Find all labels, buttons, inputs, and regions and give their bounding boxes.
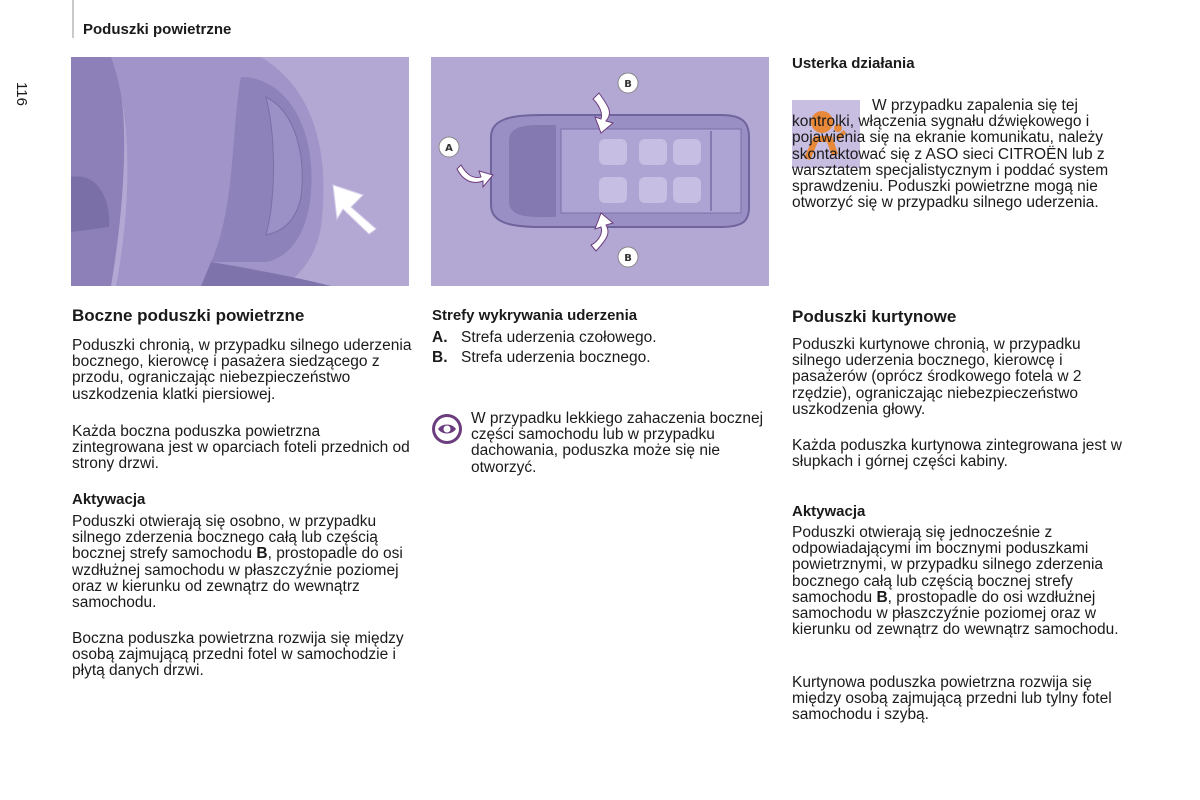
seat-airbag-illustration bbox=[71, 57, 409, 286]
light-impact-note: W przypadku lekkiego zahaczenia bocznej części samochodu lub w przypadku dachowania, poduszka może się nie otworzyć. bbox=[471, 410, 764, 476]
curtain-activation-text-2: , prostopadle do osi wzdłużnej samochodu w płaszczyźnie poziomej oraz w kierunku od zewnątrz do wewnątrz samochodu. bbox=[792, 588, 1119, 639]
zone-b-top-label: B bbox=[624, 79, 632, 90]
impact-zones-list bbox=[432, 328, 772, 368]
malfunction-title: Usterka działania bbox=[792, 55, 915, 72]
zone-a-key: A. bbox=[432, 329, 448, 346]
zone-b-bottom-label: B bbox=[624, 253, 632, 264]
eye-icon bbox=[432, 414, 462, 444]
zone-b-key: B. bbox=[432, 349, 448, 366]
side-airbags-para-1: Poduszki chronią, w przypadku silnego uderzenia bocznego, kierowcę i pasażera siedzącego z przodu, ograniczając niebezpieczeństwo uszkodzenia klatki piersiowej. bbox=[72, 337, 412, 403]
zone-a-item bbox=[432, 328, 772, 348]
zone-b-text: Strefa uderzenia bocznego. bbox=[461, 349, 651, 366]
impact-zones-figure bbox=[431, 57, 769, 286]
side-activation-para bbox=[72, 514, 412, 611]
zone-a-label: A bbox=[445, 143, 453, 154]
zone-a-text: Strefa uderzenia czołowego. bbox=[461, 329, 657, 346]
side-airbags-para-4: Boczna poduszka powietrzna rozwija się między osobą zajmującą przedni fotel w samochodzie i płytą danych drzwi. bbox=[72, 630, 404, 680]
zone-b-item bbox=[432, 348, 772, 368]
curtain-activation-title: Aktywacja bbox=[792, 503, 866, 520]
curtain-zone-b-ref: B bbox=[876, 588, 888, 606]
side-activation-title: Aktywacja bbox=[72, 491, 146, 508]
impact-zones-title: Strefy wykrywania uderzenia bbox=[432, 307, 638, 324]
curtain-airbags-para-4: Kurtynowa poduszka powietrzna rozwija się między osobą zajmującą przedni lub tylny fotel samochodu i szybą. bbox=[792, 674, 1112, 724]
car-top-view-illustration bbox=[431, 57, 769, 286]
side-activation-text-1: Poduszki otwierają się osobno, w przypadku silnego zderzenia bocznego całą lub częścią bocznej strefy samochodu bbox=[72, 513, 378, 563]
side-airbags-para-2: Każda boczna poduszka powietrzna zintegrowana jest w oparciach foteli przednich od strony drzwi. bbox=[72, 423, 410, 473]
curtain-activation-para bbox=[792, 525, 1132, 638]
section-header: Poduszki powietrzne bbox=[83, 21, 232, 38]
section-divider bbox=[72, 0, 74, 38]
curtain-activation-text-1: Poduszki otwierają się jednocześnie z odpowiadającymi im bocznymi poduszkami powietrznymi, w przypadku silnego zderzenia bocznego całą lub częścią bocznej strefy samochodu bbox=[792, 524, 1104, 606]
curtain-airbags-para-2: Każda poduszka kurtynowa zintegrowana jest w słupkach i górnej części kabiny. bbox=[792, 437, 1122, 471]
zone-b-ref: B bbox=[256, 545, 268, 563]
curtain-airbags-para-1: Poduszki kurtynowe chronią, w przypadku silnego uderzenia bocznego, kierowcę i pasażerów (oprócz środkowego fotela w 2 rzędzie), ograniczając niebezpieczeństwo uszkodzenia głowy. bbox=[792, 336, 1082, 418]
seat-airbag-figure bbox=[71, 57, 409, 286]
malfunction-text: W przypadku zapalenia się tej kontrolki, włączenia sygnału dźwiękowego i pojawienia się na ekranie komunikatu, należy skontaktować się z ASO sieci CITROËN lub z warsztatem specjalistycznym i poddać system sprawdzeniu. Poduszki powietrzne mogą nie otworzyć się w przypadku silnego uderzenia. bbox=[792, 97, 1109, 212]
side-activation-text-2: , prostopadle do osi wzdłużnej samochodu w płaszczyźnie poziomej oraz w kierunku od zewnątrz do wewnątrz samochodu. bbox=[72, 545, 403, 612]
curtain-airbags-title: Poduszki kurtynowe bbox=[792, 307, 957, 326]
page-number: 116 bbox=[13, 82, 30, 106]
side-airbags-title: Boczne poduszki powietrzne bbox=[72, 306, 305, 325]
